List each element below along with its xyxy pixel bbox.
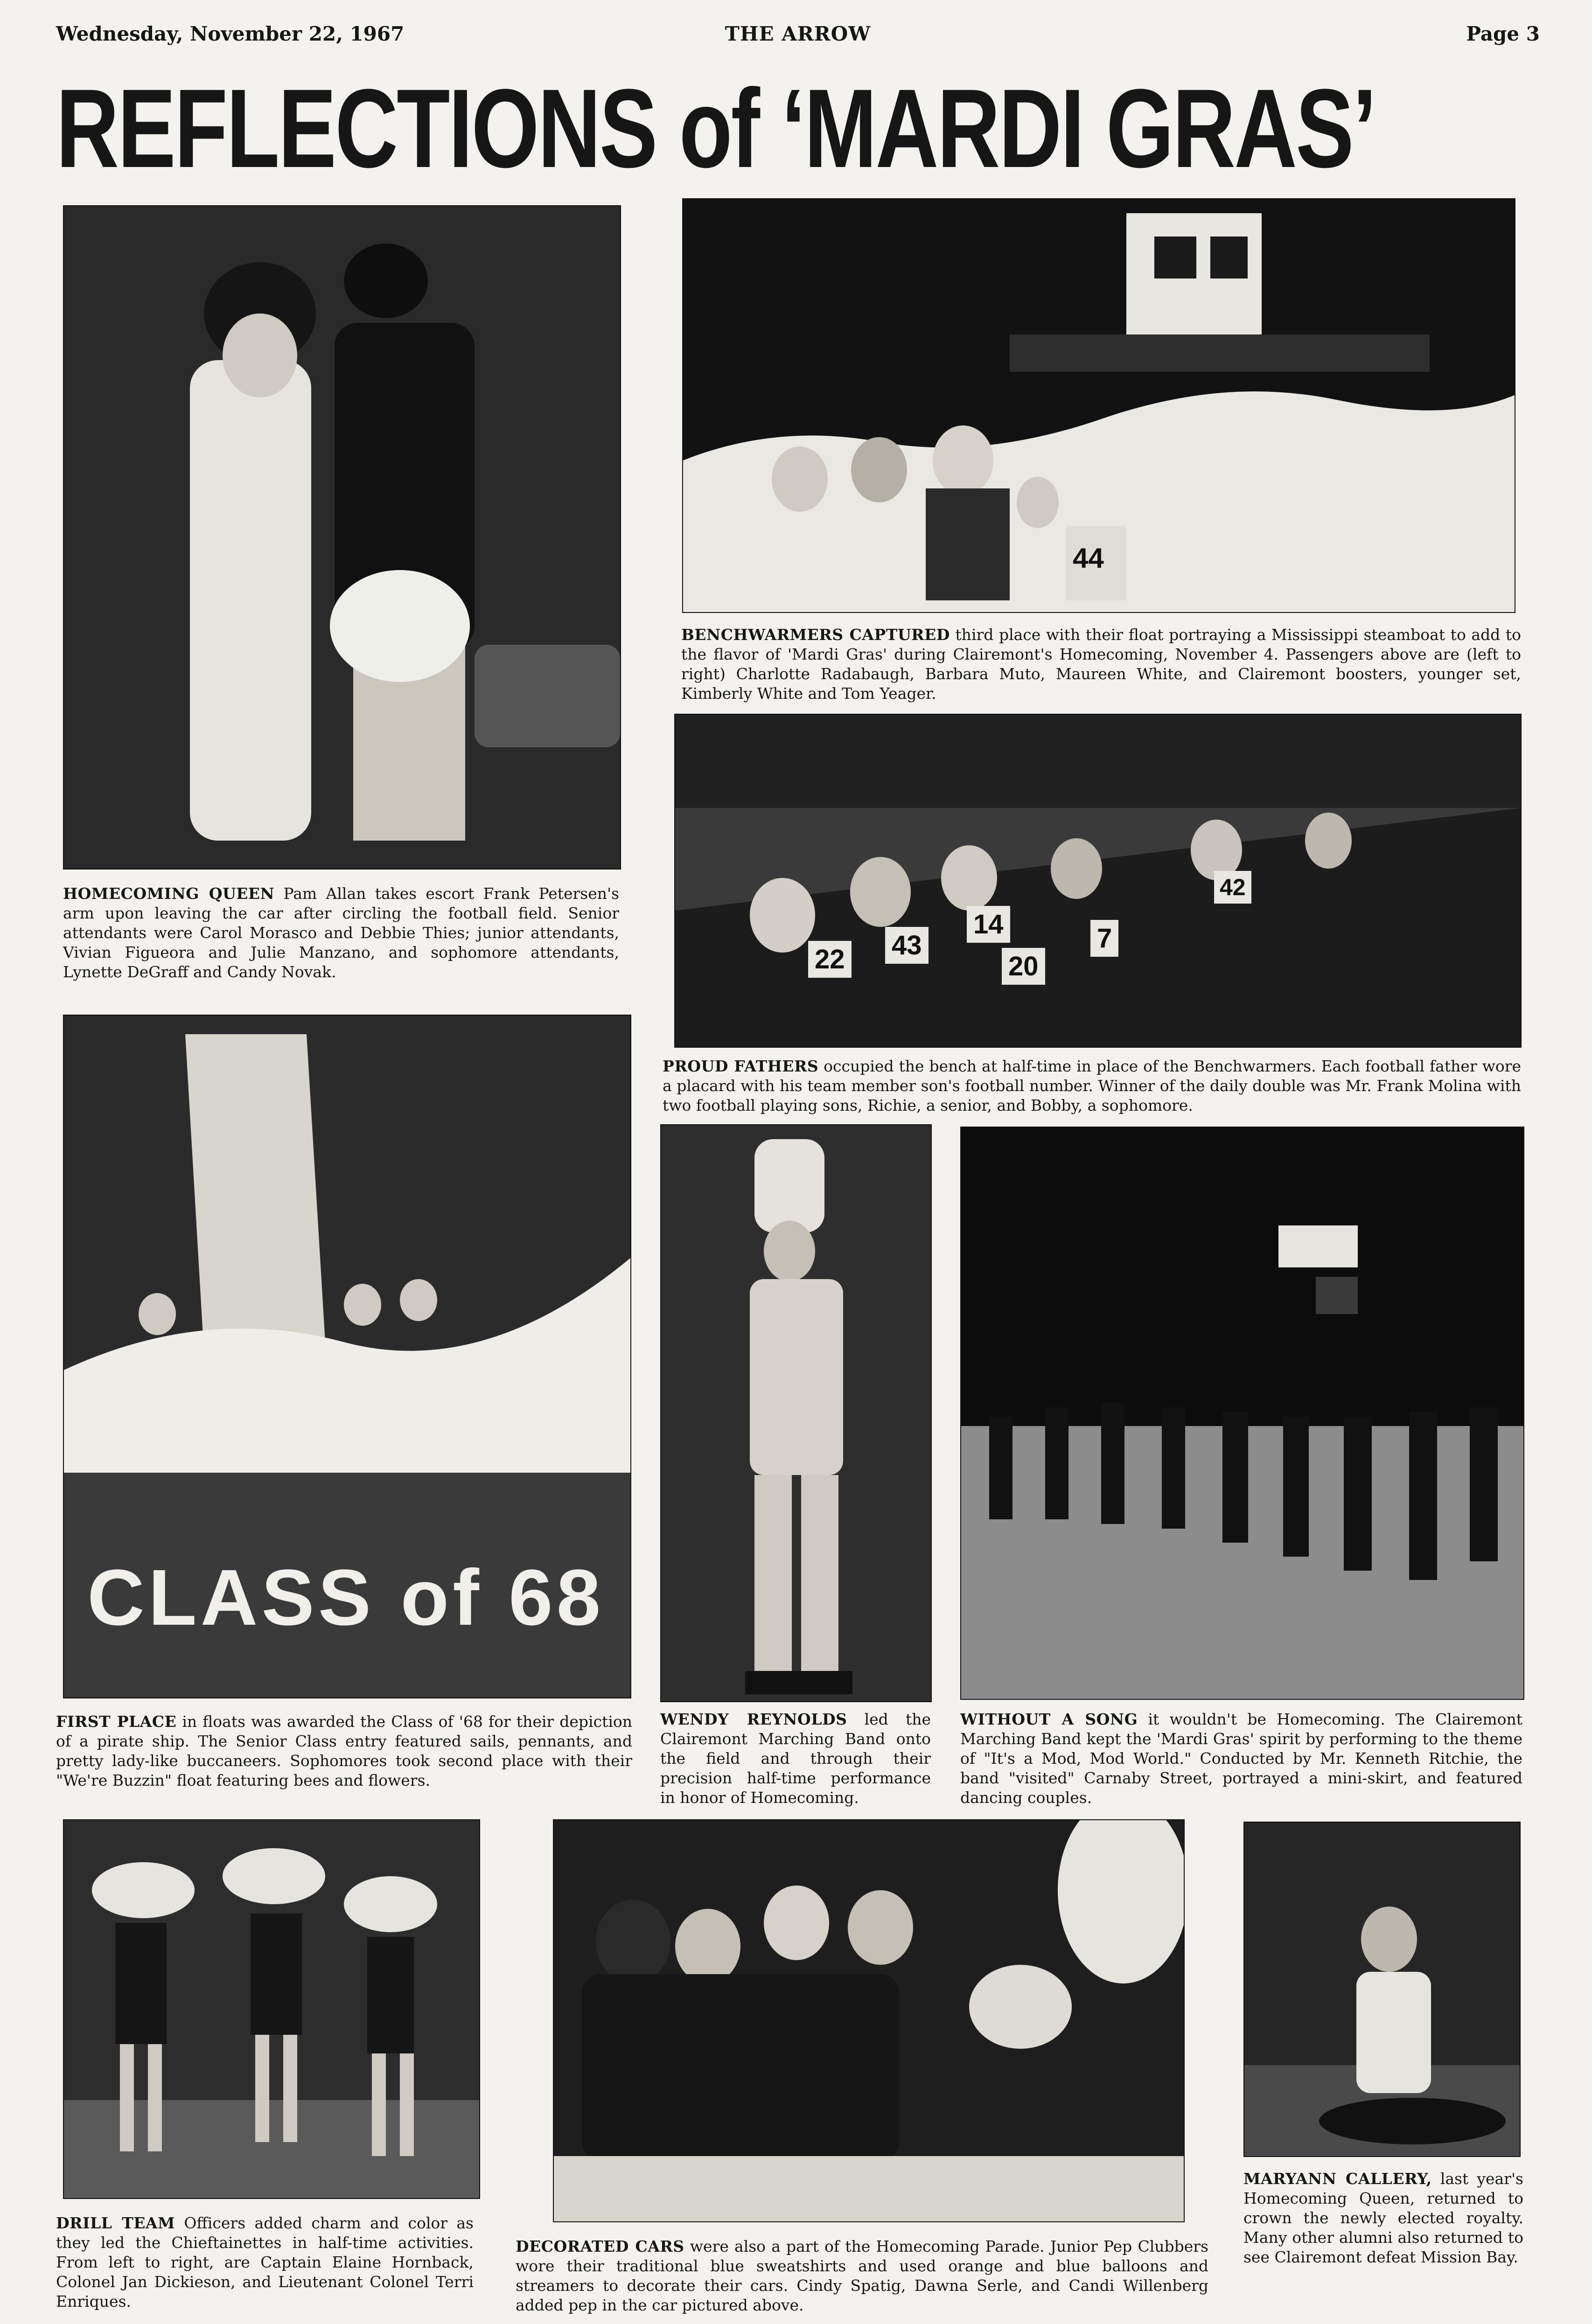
caption-body: Officers added charm and color as they led the Chieftainettes in half-time activities. From left to right, are Captain Elaine Hornback, Colonel Jan Dickieson, and Lieutenant Colonel Terri Enriques. bbox=[56, 2214, 474, 2310]
photo-proud-fathers bbox=[674, 714, 1522, 1048]
caption-body: third place with their float portraying a Mississippi steamboat to add to the flavor of 'Mardi Gras' during Clairemont's Homecoming, November 4. Passengers above are (left to right) Charlotte Radabaugh, Barbara Muto, Maureen White, and Clairemont boosters, younger set, Kimberly White and Tom Yeager. bbox=[681, 626, 1521, 703]
caption-body: last year's Homecoming Queen, returned to crown the newly elected royalty. Many other alumni also returned to see Clairemont defeat Mission Bay. bbox=[1243, 2170, 1523, 2266]
placard-number: 20 bbox=[1002, 948, 1045, 985]
caption-drill-team bbox=[56, 2213, 474, 2311]
float-number: 44 bbox=[1073, 543, 1104, 574]
caption-first-place bbox=[56, 1712, 632, 1790]
caption-lead: BENCHWARMERS CAPTURED bbox=[681, 626, 950, 644]
float-lettering: CLASS of 68 bbox=[87, 1553, 605, 1642]
caption-lead: HOMECOMING QUEEN bbox=[63, 884, 275, 903]
placard-number: 42 bbox=[1214, 871, 1251, 904]
photo-maryann-callery bbox=[1243, 1822, 1521, 2157]
caption-homecoming-queen bbox=[63, 884, 619, 982]
caption-lead: WITHOUT A SONG bbox=[960, 1710, 1138, 1728]
caption-lead: DRILL TEAM bbox=[56, 2214, 175, 2232]
photo-benchwarmers-float bbox=[682, 198, 1515, 613]
placard-number: 43 bbox=[885, 927, 929, 964]
caption-lead: FIRST PLACE bbox=[56, 1712, 177, 1731]
caption-body: in floats was awarded the Class of '68 for their depiction of a pirate ship. The Senior Class entry featured sails, pennants, and pretty lady-like buccaneers. Sophomores took second place with their "We're Buzzin" float featuring bees and flowers. bbox=[56, 1712, 632, 1789]
caption-lead: MARYANN CALLERY, bbox=[1243, 2170, 1432, 2188]
masthead bbox=[56, 22, 1540, 55]
caption-lead: WENDY REYNOLDS bbox=[660, 1710, 847, 1728]
page-number: Page 3 bbox=[1466, 22, 1540, 45]
caption-body: it wouldn't be Homecoming. The Clairemont Marching Band kept the 'Mardi Gras' spirit by performing to the theme of "It's a Mod, Mod World." Conducted by Mr. Kenneth Ritchie, the band "visited" Carnaby Street, portrayed a mini-skirt, and featured dancing couples. bbox=[960, 1710, 1522, 1807]
caption-proud-fathers bbox=[663, 1057, 1521, 1115]
caption-body: Pam Allan takes escort Frank Petersen's arm upon leaving the car after circling the football field. Senior attendants were Carol Morasco and Debbie Thies; junior attendants, Vivian Figueora and Julie Manzano, and sophomore attendants, Lynette DeGraff and Candy Novak. bbox=[63, 884, 619, 981]
placard-number: 7 bbox=[1090, 920, 1118, 957]
photo-drill-team bbox=[63, 1819, 480, 2199]
caption-lead: PROUD FATHERS bbox=[663, 1057, 819, 1075]
page-headline: REFLECTIONS of ‘MARDI GRAS’ bbox=[56, 66, 1376, 191]
caption-maryann-callery bbox=[1243, 2169, 1523, 2267]
caption-benchwarmers bbox=[681, 625, 1521, 703]
caption-body: occupied the bench at half-time in place of the Benchwarmers. Each football father wore a placard with his team member son's football number. Winner of the daily double was Mr. Frank Molina with two football playing sons, Richie, a senior, and Bobby, a sophomore. bbox=[663, 1057, 1522, 1114]
placard-number: 22 bbox=[808, 941, 852, 978]
photo-wendy-reynolds bbox=[660, 1124, 932, 1702]
caption-body: were also a part of the Homecoming Parade. Junior Pep Clubbers wore their traditional blue sweatshirts and used orange and blue balloons and streamers to decorate their cars. Cindy Spatig, Dawna Serle, and Candi Willenberg added pep in the car pictured above. bbox=[516, 2237, 1208, 2314]
caption-lead: DECORATED CARS bbox=[516, 2237, 684, 2255]
photo-first-place-float bbox=[63, 1015, 631, 1698]
caption-decorated-cars bbox=[516, 2237, 1208, 2315]
caption-body: led the Clairemont Marching Band onto the field and through their precision half-time performance in honor of Homecoming. bbox=[660, 1710, 931, 1807]
paper-name: THE ARROW bbox=[725, 22, 871, 45]
caption-wendy-reynolds bbox=[660, 1710, 931, 1808]
issue-date: Wednesday, November 22, 1967 bbox=[56, 22, 405, 45]
photo-decorated-cars bbox=[553, 1819, 1185, 2222]
placard-number: 14 bbox=[967, 906, 1010, 943]
caption-without-a-song bbox=[960, 1710, 1522, 1808]
photo-homecoming-queen bbox=[63, 205, 621, 870]
photo-marching-band bbox=[960, 1127, 1524, 1700]
